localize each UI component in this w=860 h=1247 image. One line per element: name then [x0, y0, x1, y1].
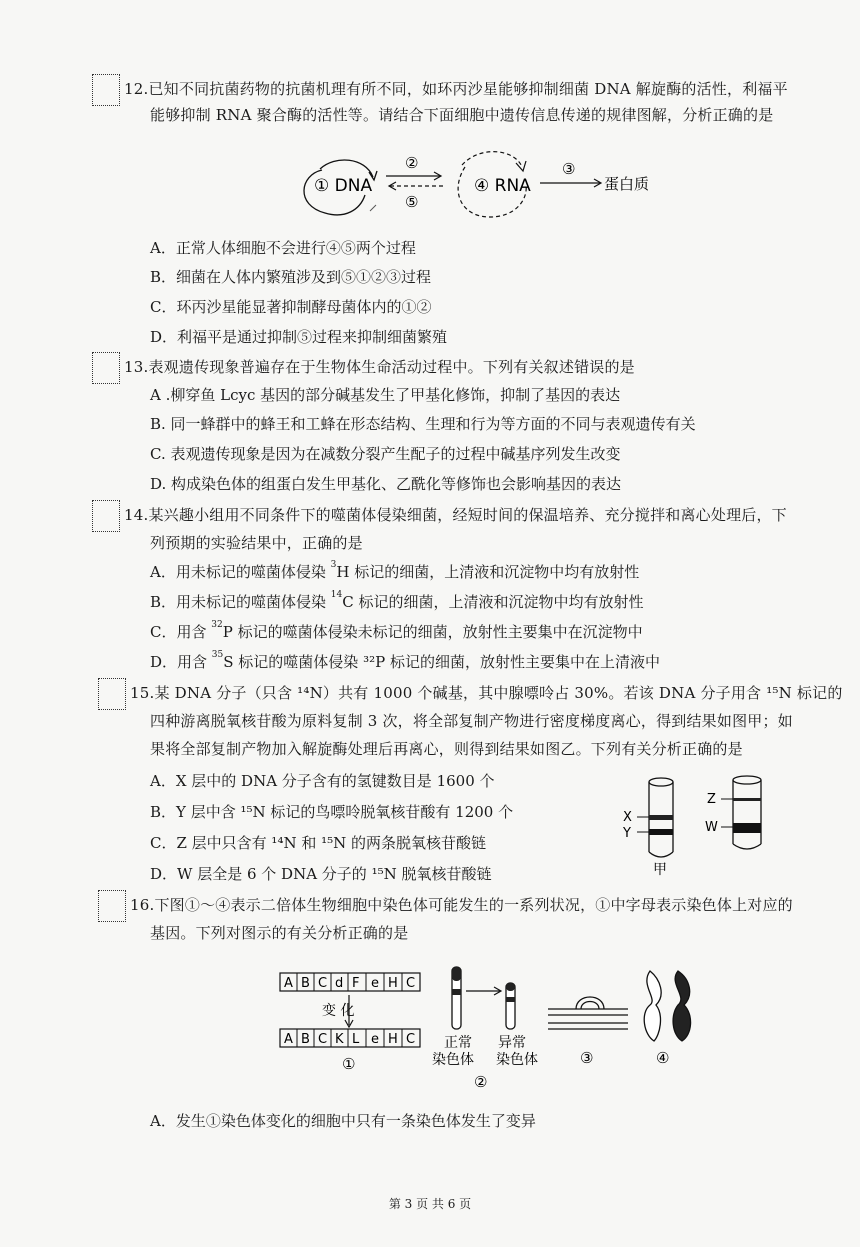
q14-option-d [150, 651, 660, 673]
q14-stem-line2: 列预期的实验结果中，正确的是 [150, 534, 363, 552]
q13-option-a: A .柳穿鱼 Lcyc 基因的部分碱基发生了甲基化修饰，抑制了基因的表达 [150, 386, 621, 404]
gene-b: B [301, 976, 310, 991]
page-footer: 第 3 页 共 6 页 [388, 1197, 472, 1211]
q14-d-iso: 35 [211, 650, 224, 660]
gene2-k: K [335, 1032, 344, 1047]
q14-b-pre: B．用未标记的噬菌体侵染 [150, 593, 331, 611]
chromosome-cross-4 [644, 971, 690, 1067]
q12-stem-text1: 已知不同抗菌药物的抗菌机理有所不同，如环丙沙星能够抑制细菌 DNA 解旋酶的活性，利福平 [148, 80, 788, 98]
layer-w-label: W [705, 820, 718, 835]
q16-number: 16. [130, 896, 155, 914]
q15-option-d: D．W 层全是 6 个 DNA 分子的 ¹⁵N 脱氧核苷酸链 [150, 865, 492, 883]
fig-label-2: ② [474, 1073, 488, 1091]
q15-option-c: C．Z 层中只含有 ¹⁴N 和 ¹⁵N 的两条脱氧核苷酸链 [150, 834, 487, 852]
centrifuge-tubes-figure [615, 770, 795, 880]
rna-label: ④ RNA [474, 176, 531, 196]
q14-c-iso: 32 [211, 620, 223, 630]
normal-label: 正常 [444, 1035, 472, 1051]
q15-stem-line2: 四种游离脱氧核苷酸为原料复制 3 次，将全部复制产物进行密度梯度离心，得到结果如图甲；如 [150, 712, 793, 730]
gene2-c2: C [406, 1032, 416, 1047]
q14-option-a [150, 561, 639, 583]
q15-stem-line3: 果将全部复制产物加入解旋酶处理后再离心，则得到结果如图乙。下列有关分析正确的是 [150, 740, 743, 758]
q16-stem-text1: 下图①～④表示二倍体生物细胞中染色体可能发生的一系列状况，①中字母表示染色体上对应的 [154, 896, 793, 914]
fig-label-1: ① [342, 1055, 356, 1073]
dna-label: ① DNA [314, 176, 373, 196]
q14-a-post: 标记的细菌，上清液和沉淀物中均有放射性 [349, 563, 640, 581]
fig-label-3: ③ [580, 1049, 594, 1067]
q14-d-post: 标记的噬菌体侵染 ³²P 标记的细菌，放射性主要集中在上清液中 [233, 653, 660, 671]
q16-stem-line2: 基因。下列对图示的有关分析正确的是 [150, 924, 409, 942]
q14-d-el: S [223, 653, 234, 671]
q14-option-c [150, 621, 643, 643]
q14-b-el: C [342, 593, 354, 611]
q14-d-pre: D．用含 [150, 653, 212, 671]
gene-a: A [284, 976, 293, 991]
gene2-c: C [318, 1032, 328, 1047]
change-label: 变 化 [322, 1003, 355, 1019]
gene2-a: A [284, 1032, 293, 1047]
chromosome-loop-3 [548, 997, 628, 1067]
gene-flow-diagram [290, 145, 690, 230]
q13-option-b: B. 同一蜂群中的蜂王和工蜂在形态结构、生理和行为等方面的不同与表观遗传有关 [150, 415, 696, 433]
q15-stem-line1 [130, 678, 843, 708]
gene-c: C [318, 976, 328, 991]
fig-label-4: ④ [656, 1049, 670, 1067]
chromosome-variation-figure [278, 965, 708, 1095]
process-3-label: ③ [562, 160, 576, 178]
abnormal-label: 异常 [498, 1035, 526, 1051]
q13-stem [124, 352, 635, 382]
gene-e: e [371, 976, 379, 991]
q13-number: 13. [124, 358, 149, 376]
gene-c2: C [406, 976, 416, 991]
layer-z-label: Z [707, 792, 716, 807]
chromosome-pair-2 [432, 967, 538, 1091]
normal-chromosome-label: 染色体 [432, 1052, 474, 1068]
q14-c-el: P [222, 623, 233, 641]
gene-row-original [280, 973, 420, 991]
q15-option-b: B．Y 层中含 ¹⁵N 标记的鸟嘌呤脱氧核苷酸有 1200 个 [150, 803, 514, 821]
q16-stem-line1 [130, 890, 793, 920]
q12-option-a: A．正常人体细胞不会进行④⑤两个过程 [150, 239, 416, 257]
q14-a-pre: A．用未标记的噬菌体侵染 [150, 563, 331, 581]
q14-a-el: H [336, 563, 350, 581]
q12-number: 12. [124, 80, 149, 98]
answer-box-12[interactable] [92, 74, 120, 106]
q14-c-pre: C．用含 [150, 623, 212, 641]
gene2-l: L [352, 1032, 360, 1047]
q14-b-iso: 14 [330, 590, 343, 600]
q15-option-a: A．X 层中的 DNA 分子含有的氢键数目是 1600 个 [150, 772, 495, 790]
answer-box-13[interactable] [92, 352, 120, 384]
q14-c-post: 标记的噬菌体侵染未标记的细菌，放射性主要集中在沉淀物中 [232, 623, 643, 641]
q12-option-d: D．利福平是通过抑制⑤过程来抑制细菌繁殖 [150, 328, 448, 346]
q15-number: 15. [130, 684, 155, 702]
process-5-label: ⑤ [405, 193, 419, 211]
q14-option-b [150, 591, 644, 613]
q14-b-post: 标记的细菌，上清液和沉淀物中均有放射性 [353, 593, 644, 611]
tube-jia-label: 甲 [653, 862, 667, 878]
answer-box-16[interactable] [98, 890, 126, 922]
gene-d: d [335, 976, 344, 991]
q13-stem-text: 表观遗传现象普遍存在于生物体生命活动过程中。下列有关叙述错误的是 [148, 358, 635, 376]
process-2-label: ② [405, 154, 419, 172]
q12-stem-line2: 能够抑制 RNA 聚合酶的活性等。请结合下面细胞中遗传信息传递的规律图解，分析正确的是 [150, 106, 774, 124]
q12-option-c: C．环丙沙星能显著抑制酵母菌体内的①② [150, 298, 432, 316]
q14-stem-text1: 某兴趣小组用不同条件下的噬菌体侵染细菌，经短时间的保温培养、充分搅拌和离心处理后，下 [148, 506, 787, 524]
gene2-h: H [388, 1032, 398, 1047]
layer-y-label: Y [623, 826, 631, 841]
q15-stem-text1: 某 DNA 分子（只含 ¹⁴N）共有 1000 个碱基，其中腺嘌呤占 30%。若该 DNA 分子用含 ¹⁵N 标记的 [154, 684, 843, 702]
q16-option-a: A．发生①染色体变化的细胞中只有一条染色体发生了变异 [150, 1112, 536, 1130]
q12-option-b: B．细菌在人体内繁殖涉及到⑤①②③过程 [150, 268, 432, 286]
gene2-b: B [301, 1032, 310, 1047]
gene2-e: e [371, 1032, 379, 1047]
answer-box-14[interactable] [92, 500, 120, 532]
q14-a-iso: 3 [330, 560, 337, 570]
answer-box-15[interactable] [98, 678, 126, 710]
layer-x-label: X [623, 810, 632, 825]
gene-f: F [352, 976, 360, 991]
q13-option-c: C. 表观遗传现象是因为在减数分裂产生配子的过程中碱基序列发生改变 [150, 445, 621, 463]
q14-stem-line1 [124, 500, 787, 530]
q13-option-d: D. 构成染色体的组蛋白发生甲基化、乙酰化等修饰也会影响基因的表达 [150, 475, 622, 493]
q14-number: 14. [124, 506, 149, 524]
gene-row-changed [280, 1029, 420, 1047]
gene-h: H [388, 976, 398, 991]
abnormal-chromosome-label: 染色体 [496, 1052, 538, 1068]
protein-label: 蛋白质 [604, 175, 650, 193]
